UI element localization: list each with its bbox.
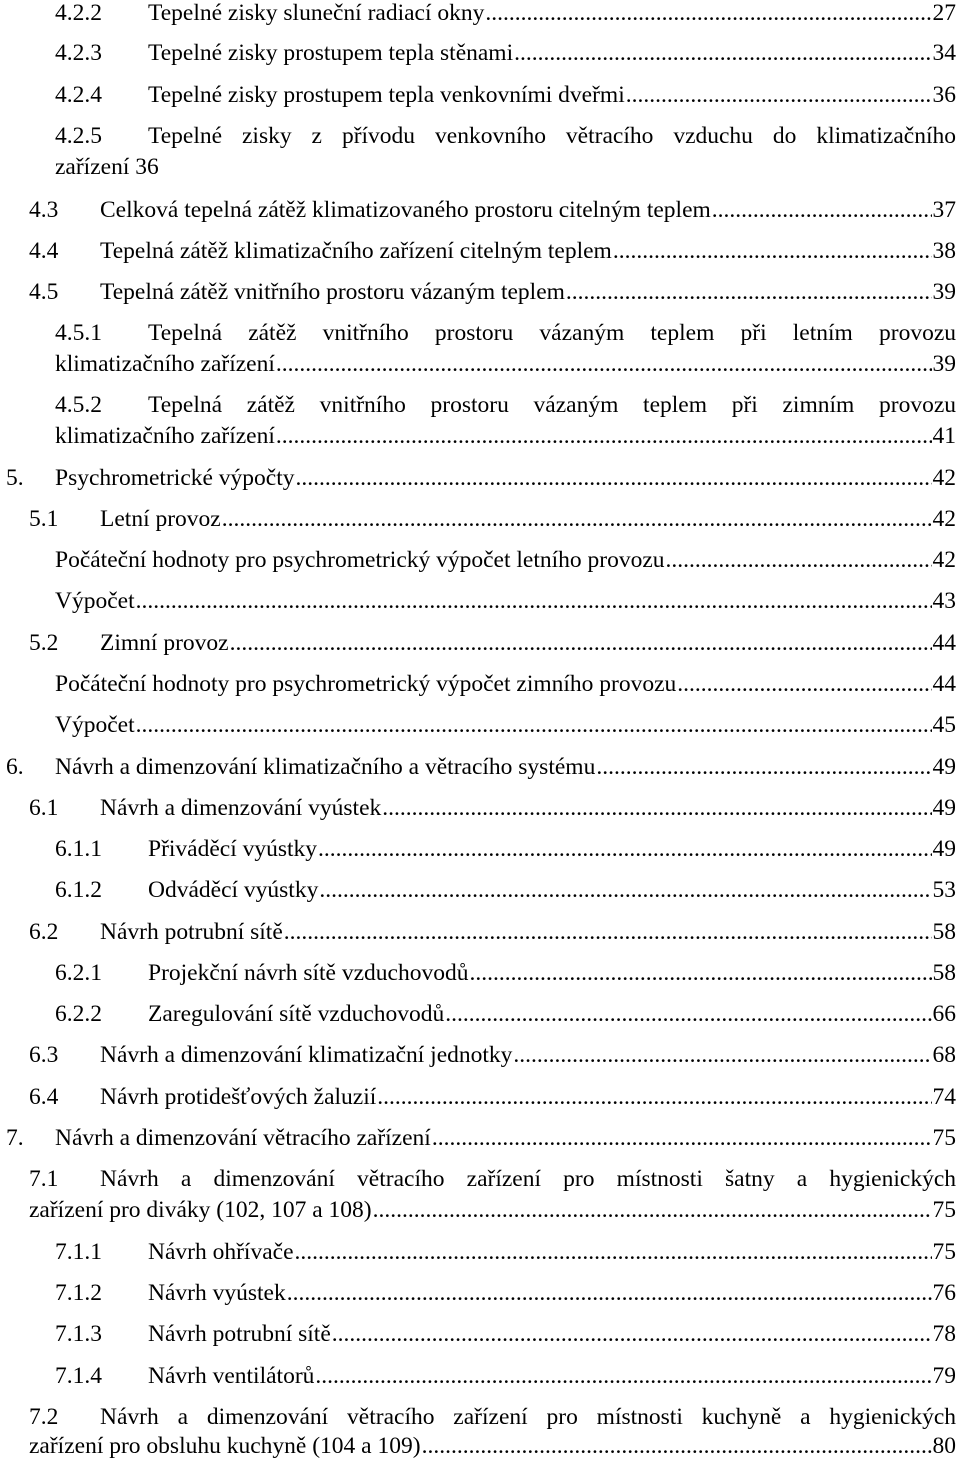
entry-number: 6.1.1 <box>55 836 102 862</box>
entry-page: 41 <box>932 423 956 449</box>
toc-entry[interactable] <box>29 1404 956 1434</box>
entry-number: 4.2.5 <box>55 123 102 149</box>
entry-number: 7.2 <box>29 1404 59 1430</box>
entry-number: 5. <box>6 465 24 491</box>
entry-page: 49 <box>932 754 956 780</box>
leader-dots <box>432 1125 932 1152</box>
toc-entry[interactable] <box>29 919 956 949</box>
leader-dots <box>319 877 931 904</box>
entry-number: 5.1 <box>29 506 59 532</box>
toc-entry[interactable] <box>55 877 956 907</box>
leader-dots <box>422 1433 932 1460</box>
toc-entry[interactable] <box>29 1042 956 1072</box>
toc-entry[interactable] <box>6 465 956 495</box>
entry-title: Tepelné zisky prostupem tepla venkovními dveřmi <box>148 82 625 108</box>
entry-title: Psychrometrické výpočty <box>55 465 295 491</box>
toc-entry[interactable] <box>55 1363 956 1393</box>
entry-title: Celková tepelná zátěž klimatizovaného prostoru citelným teplem <box>100 197 711 223</box>
leader-dots <box>295 1239 932 1266</box>
entry-title: Zimní provoz <box>100 630 229 656</box>
entry-page: 78 <box>932 1321 956 1347</box>
entry-page: 37 <box>932 197 956 223</box>
entry-number: 4.5 <box>29 279 59 305</box>
leader-dots <box>332 1321 932 1348</box>
entry-title-line1: Návrh a dimenzování větracího zařízení pro místnosti kuchyně a hygienických <box>100 1404 956 1430</box>
entry-page: 38 <box>932 238 956 264</box>
entry-page: 66 <box>932 1001 956 1027</box>
entry-number: 6.2 <box>29 919 59 945</box>
entry-title: Odváděcí vyústky <box>148 877 319 903</box>
entry-number: 7.1 <box>29 1166 59 1192</box>
entry-number: 4.5.2 <box>55 392 102 418</box>
entry-title: Počáteční hodnoty pro psychrometrický výpočet letního provozu <box>55 547 665 573</box>
entry-number: 4.2.3 <box>55 40 102 66</box>
entry-page: 58 <box>932 919 956 945</box>
entry-title-line2: zařízení pro obsluhu kuchyně (104 a 109) <box>29 1433 421 1459</box>
entry-page: 75 <box>932 1197 956 1223</box>
toc-entry[interactable] <box>55 123 956 153</box>
entry-title: Návrh a dimenzování klimatizačního a větracího systému <box>55 754 596 780</box>
toc-entry-continuation[interactable] <box>55 423 956 453</box>
entry-page: 42 <box>932 547 956 573</box>
leader-dots <box>287 1280 932 1307</box>
entry-page: 68 <box>932 1042 956 1068</box>
entry-page: 74 <box>932 1084 956 1110</box>
entry-title: Výpočet <box>55 712 135 738</box>
entry-number: 6.1 <box>29 795 59 821</box>
toc-entry[interactable] <box>29 630 956 660</box>
leader-dots <box>626 82 932 109</box>
toc-entry-continuation[interactable] <box>55 154 956 184</box>
entry-number: 7. <box>6 1125 24 1151</box>
leader-dots <box>373 1197 932 1224</box>
entry-number: 4.5.1 <box>55 320 102 346</box>
toc-entry[interactable] <box>55 671 956 701</box>
toc-entry-continuation[interactable] <box>29 1433 956 1463</box>
leader-dots <box>712 197 932 224</box>
toc-entry-continuation[interactable] <box>29 1197 956 1227</box>
entry-title: Návrh ventilátorů <box>148 1363 315 1389</box>
leader-dots <box>666 547 932 574</box>
entry-number: 7.1.3 <box>55 1321 102 1347</box>
toc-entry[interactable] <box>29 279 956 309</box>
leader-dots <box>566 279 932 306</box>
leader-dots <box>514 40 931 67</box>
leader-dots <box>318 836 931 863</box>
toc-entry[interactable] <box>29 795 956 825</box>
entry-page: 27 <box>932 0 956 26</box>
entry-title: Návrh a dimenzování klimatizační jednotky <box>100 1042 513 1068</box>
toc-entry[interactable] <box>29 1166 956 1196</box>
entry-page: 44 <box>932 630 956 656</box>
toc-entry[interactable] <box>55 712 956 742</box>
leader-dots <box>513 1042 931 1069</box>
toc-entry[interactable] <box>55 82 956 112</box>
toc-entry[interactable] <box>6 754 956 784</box>
entry-title-line1: Tepelné zisky z přívodu venkovního větracího vzduchu do klimatizačního <box>148 123 956 149</box>
leader-dots <box>276 423 932 450</box>
toc-entry-continuation[interactable] <box>55 351 956 381</box>
entry-page: 36 <box>932 82 956 108</box>
toc-entry[interactable] <box>29 506 956 536</box>
leader-dots <box>222 506 932 533</box>
entry-page: 49 <box>932 836 956 862</box>
entry-title-line2: zařízení pro diváky (102, 107 a 108) <box>29 1197 372 1223</box>
leader-dots <box>377 1084 931 1111</box>
entry-title-line2: zařízení 36 <box>55 154 159 180</box>
toc-entry[interactable] <box>55 320 956 350</box>
entry-title: Tepelná zátěž vnitřního prostoru vázaným teplem <box>100 279 565 305</box>
entry-number: 6.1.2 <box>55 877 102 903</box>
toc-entry[interactable] <box>55 1239 956 1269</box>
entry-title-line1: Tepelná zátěž vnitřního prostoru vázaným teplem při letním provozu <box>148 320 956 346</box>
leader-dots <box>613 238 932 265</box>
leader-dots <box>296 465 932 492</box>
entry-page: 42 <box>932 465 956 491</box>
leader-dots <box>677 671 931 698</box>
entry-page: 44 <box>932 671 956 697</box>
toc-entry[interactable] <box>55 547 956 577</box>
entry-page: 53 <box>932 877 956 903</box>
entry-title: Návrh a dimenzování větracího zařízení <box>55 1125 431 1151</box>
entry-title: Projekční návrh sítě vzduchovodů <box>148 960 469 986</box>
entry-title-line2: klimatizačního zařízení <box>55 351 275 377</box>
entry-title: Návrh a dimenzování vyústek <box>100 795 382 821</box>
entry-number: 6. <box>6 754 24 780</box>
entry-title: Letní provoz <box>100 506 221 532</box>
entry-page: 39 <box>932 351 956 377</box>
entry-page: 34 <box>932 40 956 66</box>
entry-page: 75 <box>932 1125 956 1151</box>
entry-page: 80 <box>932 1433 956 1459</box>
entry-title: Počáteční hodnoty pro psychrometrický výpočet zimního provozu <box>55 671 677 697</box>
entry-number: 4.3 <box>29 197 59 223</box>
entry-title-line1: Návrh a dimenzování větracího zařízení pro místnosti šatny a hygienických <box>100 1166 956 1192</box>
toc-entry[interactable] <box>29 1084 956 1114</box>
leader-dots <box>230 630 932 657</box>
entry-page: 76 <box>932 1280 956 1306</box>
entry-title: Návrh protidešťových žaluzií <box>100 1084 377 1110</box>
entry-number: 6.2.2 <box>55 1001 102 1027</box>
leader-dots <box>136 588 932 615</box>
leader-dots <box>382 795 931 822</box>
entry-number: 7.1.4 <box>55 1363 102 1389</box>
entry-number: 6.2.1 <box>55 960 102 986</box>
toc-entry[interactable] <box>55 960 956 990</box>
entry-number: 4.2.2 <box>55 0 102 26</box>
entry-page: 79 <box>932 1363 956 1389</box>
toc-entry[interactable] <box>55 836 956 866</box>
leader-dots <box>485 0 931 27</box>
entry-title: Návrh potrubní sítě <box>100 919 283 945</box>
entry-title-line1: Tepelná zátěž vnitřního prostoru vázaným teplem při zimním provozu <box>148 392 956 418</box>
entry-page: 49 <box>932 795 956 821</box>
leader-dots <box>136 712 932 739</box>
toc-entry[interactable] <box>29 197 956 227</box>
entry-page: 58 <box>932 960 956 986</box>
entry-page: 42 <box>932 506 956 532</box>
leader-dots <box>469 960 931 987</box>
leader-dots <box>284 919 932 946</box>
toc-entry[interactable] <box>6 1125 956 1155</box>
entry-title: Přiváděcí vyústky <box>148 836 318 862</box>
toc-entry[interactable] <box>55 0 956 30</box>
entry-title: Návrh ohřívače <box>148 1239 294 1265</box>
entry-number: 7.1.2 <box>55 1280 102 1306</box>
entry-number: 4.4 <box>29 238 59 264</box>
entry-number: 6.4 <box>29 1084 59 1110</box>
leader-dots <box>596 754 931 781</box>
entry-title: Tepelné zisky sluneční radiací okny <box>148 0 485 26</box>
entry-number: 6.3 <box>29 1042 59 1068</box>
entry-number: 4.2.4 <box>55 82 102 108</box>
entry-title: Návrh potrubní sítě <box>148 1321 331 1347</box>
entry-title: Tepelná zátěž klimatizačního zařízení citelným teplem <box>100 238 612 264</box>
toc-entry[interactable] <box>55 1001 956 1031</box>
entry-page: 43 <box>932 588 956 614</box>
entry-title: Návrh vyústek <box>148 1280 286 1306</box>
entry-title-line2: klimatizačního zařízení <box>55 423 275 449</box>
entry-number: 5.2 <box>29 630 59 656</box>
entry-page: 75 <box>932 1239 956 1265</box>
leader-dots <box>445 1001 931 1028</box>
entry-page: 45 <box>932 712 956 738</box>
leader-dots <box>276 351 932 378</box>
toc-entry[interactable] <box>29 238 956 268</box>
entry-title: Zaregulování sítě vzduchovodů <box>148 1001 445 1027</box>
leader-dots <box>315 1363 931 1390</box>
entry-title: Výpočet <box>55 588 135 614</box>
toc-entry[interactable] <box>55 40 956 70</box>
entry-page: 39 <box>932 279 956 305</box>
toc-entry[interactable] <box>55 1321 956 1351</box>
toc-entry[interactable] <box>55 1280 956 1310</box>
entry-number: 7.1.1 <box>55 1239 102 1265</box>
toc-entry[interactable] <box>55 392 956 422</box>
toc-entry[interactable] <box>55 588 956 618</box>
entry-title: Tepelné zisky prostupem tepla stěnami <box>148 40 514 66</box>
